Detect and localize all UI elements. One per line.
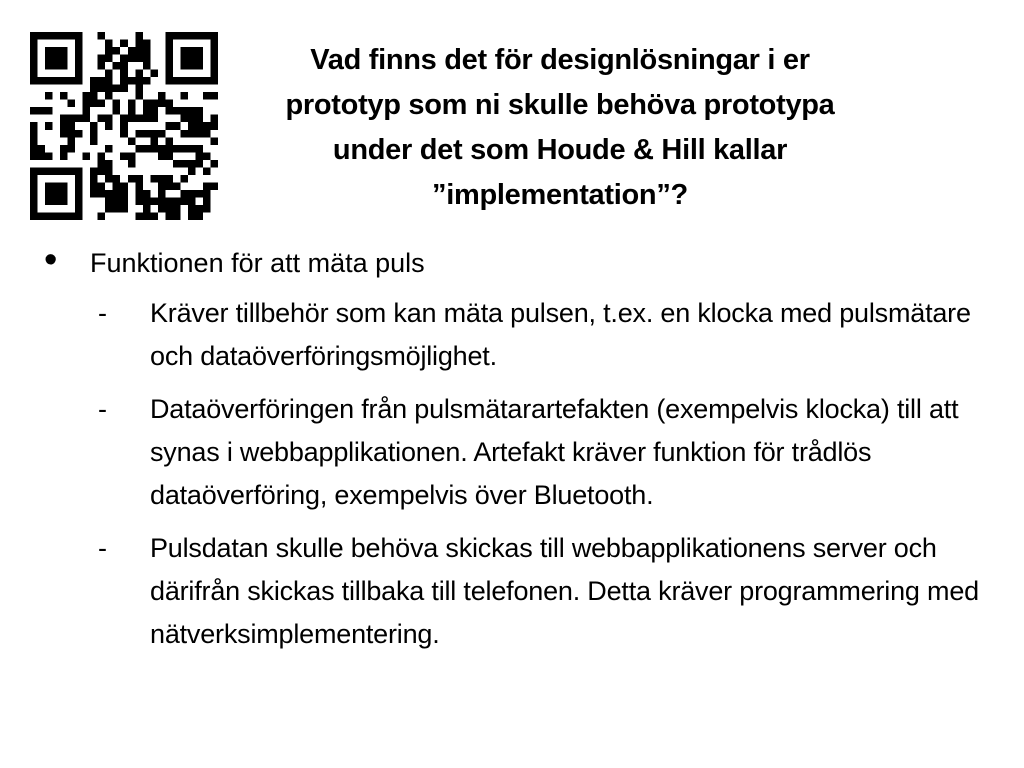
sub-bullet-text: Dataöverföringen från pulsmätarartefakten (exempelvis klocka) till att synas i webbapplikationen. Artefakt kräver funktion för trådlös dataöverföring, exempelvis över Bluetooth.: [150, 394, 959, 510]
bullet-text: Funktionen för att mäta puls: [90, 248, 425, 278]
qr-code-icon: [30, 32, 218, 220]
sub-bullet-item: [0, 292, 1024, 378]
sub-bullet-list: [0, 292, 1024, 666]
sub-bullet-item: [0, 388, 1024, 517]
bullet-marker: •: [44, 239, 58, 281]
slide-title: Vad finns det för designlösningar i er prototyp som ni skulle behöva prototypa under det som Houde & Hill kallar ”implementation”?: [285, 44, 835, 211]
sub-bullet-text: Pulsdatan skulle behöva skickas till webbapplikationens server och därifrån skickas tillbaka till telefonen. Detta kräver programmering med nätverksimplementering.: [150, 533, 979, 649]
sub-bullet-marker: -: [98, 298, 107, 328]
sub-bullet-text: Kräver tillbehör som kan mäta pulsen, t.ex. en klocka med pulsmätare och dataöverföringsmöjlighet.: [150, 298, 971, 371]
sub-bullet-item: [0, 527, 1024, 656]
sub-bullet-marker: -: [98, 394, 107, 424]
sub-bullet-marker: -: [98, 533, 107, 563]
